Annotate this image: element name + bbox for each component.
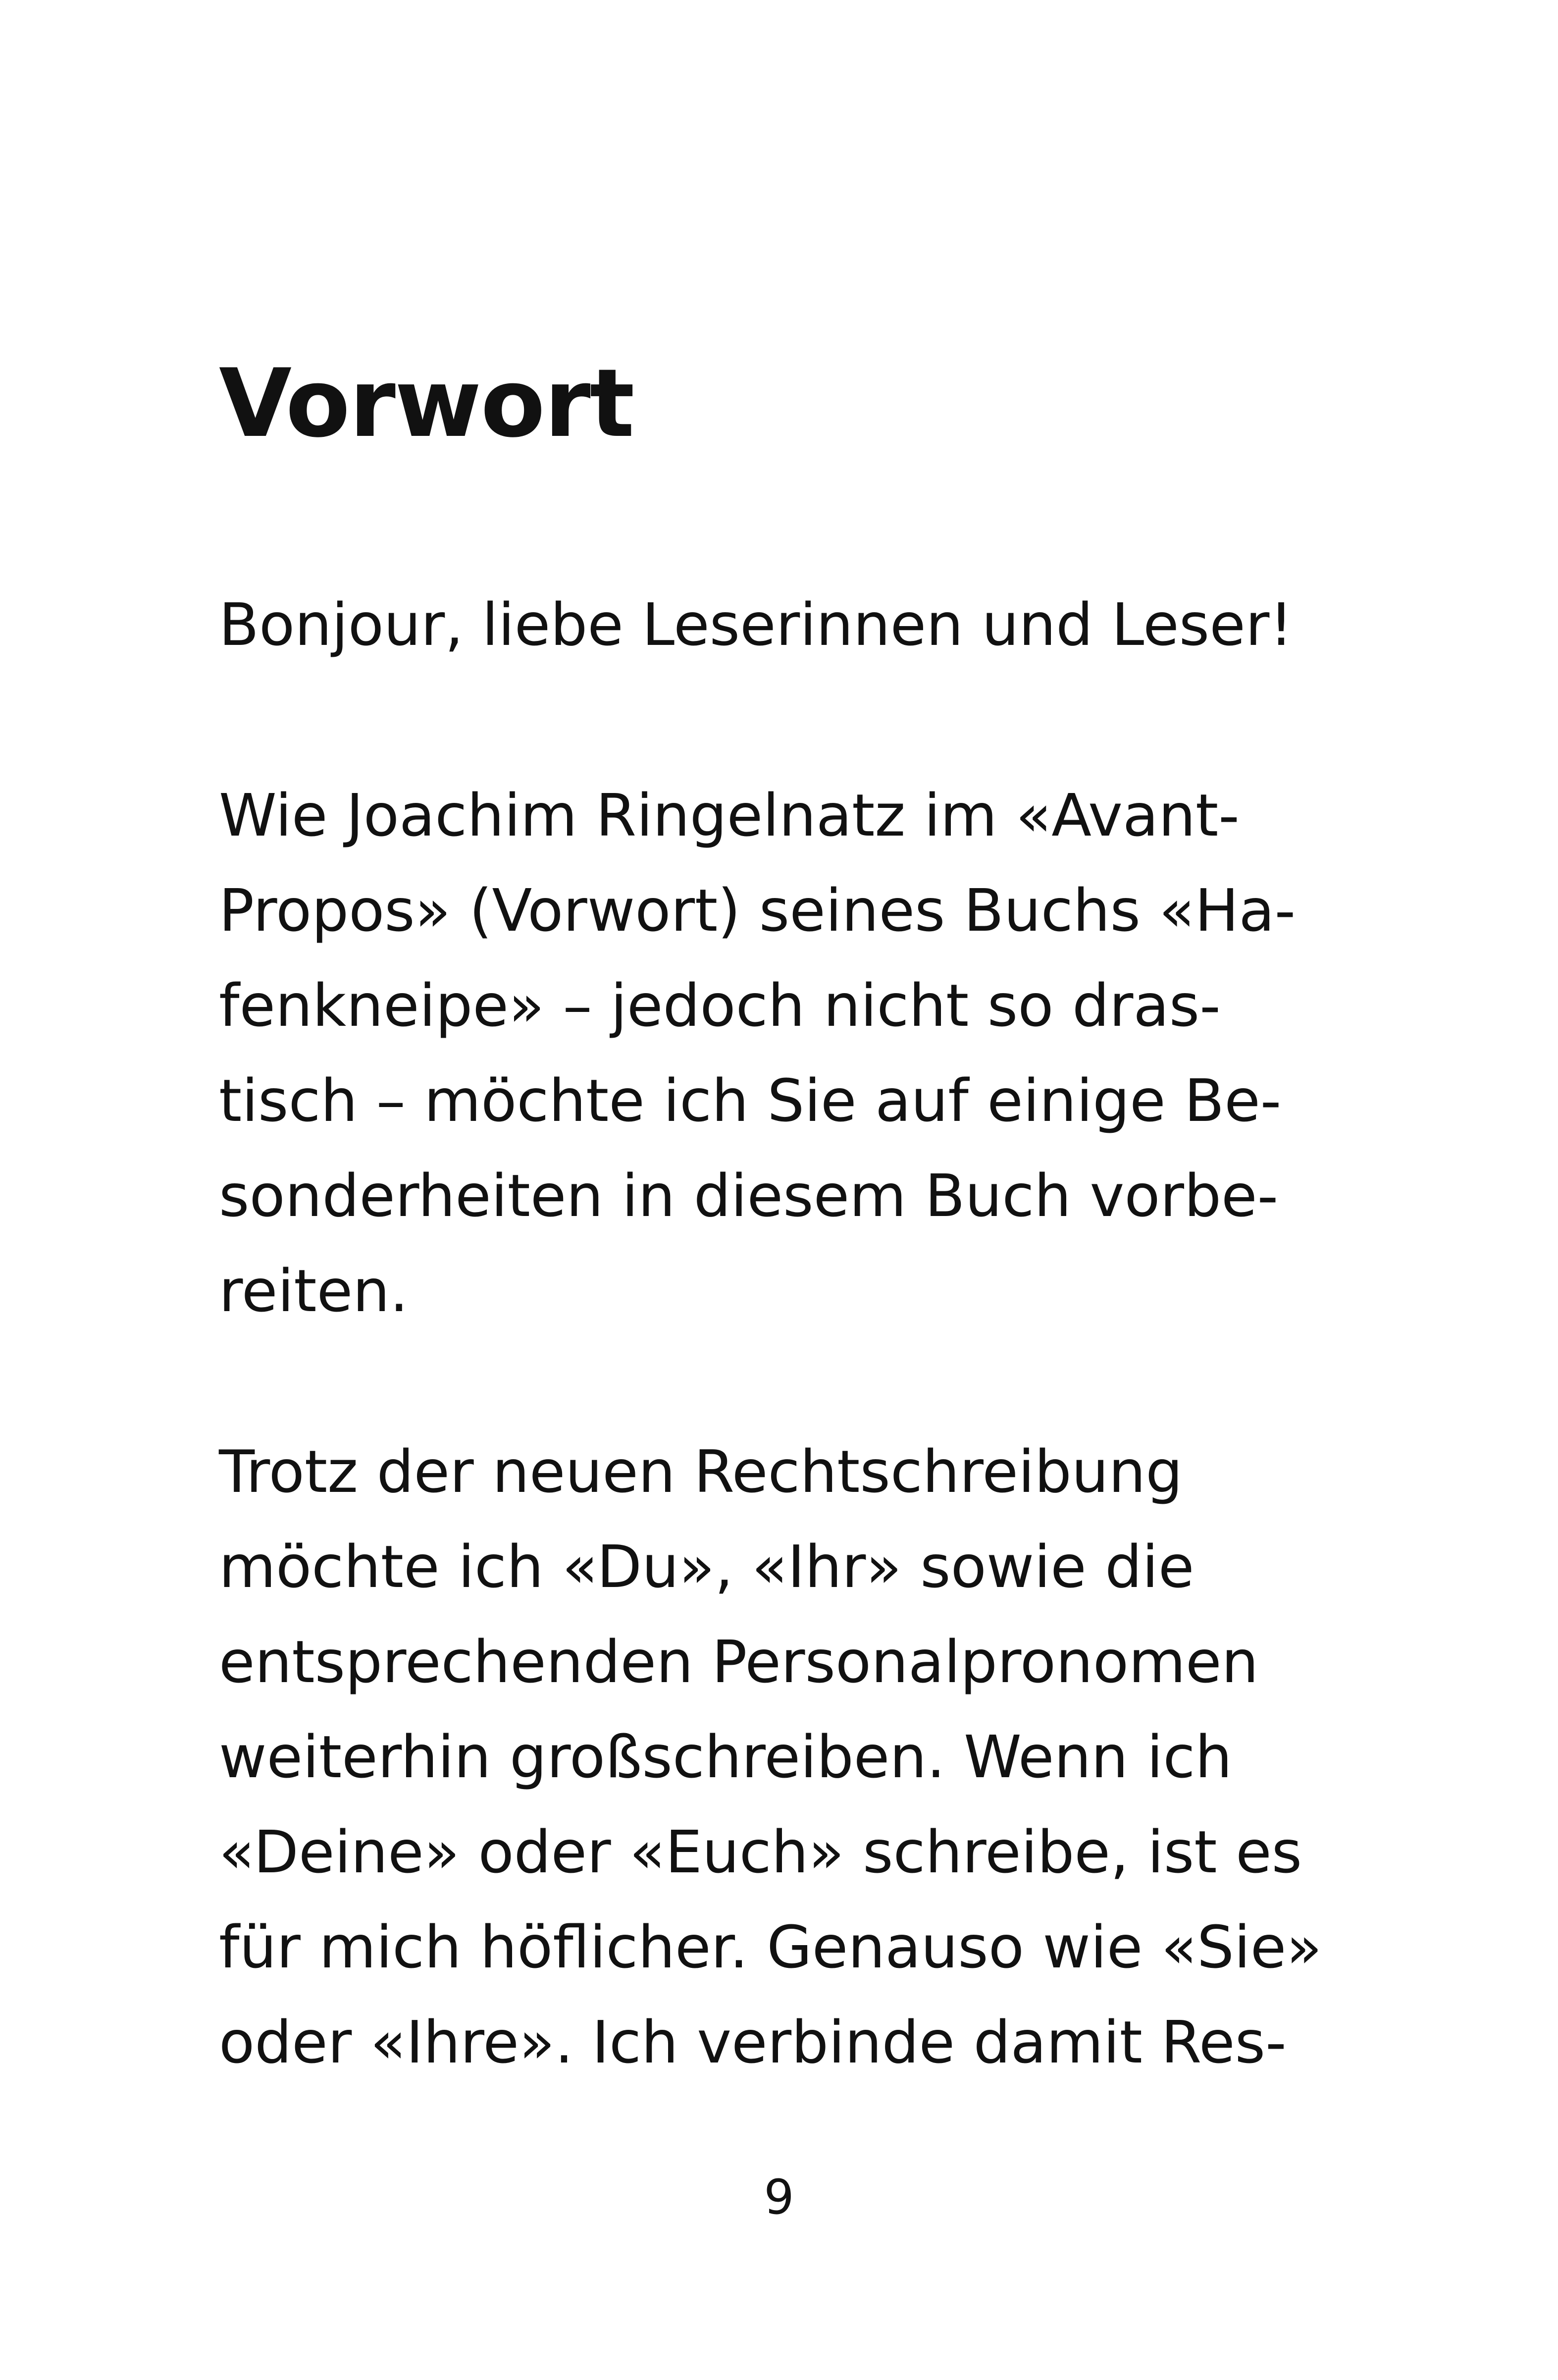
greeting-paragraph: Bonjour, liebe Leserinnen und Leser!: [219, 590, 1293, 659]
intro-paragraph: Wie Joachim Ringelnatz im «Avant- Propos» (Vorwort) seines Buchs «Ha- fenkneipe» – jedoch nicht so dras- tisch – möchte ich Sie auf einige Be- sonderheiten in diesem Buch vorbe- reiten.: [219, 781, 1296, 1325]
chapter-title: Vorwort: [219, 349, 634, 458]
page-number: 9: [764, 2169, 794, 2225]
spelling-paragraph: Trotz der neuen Rechtschreibung möchte ich «Du», «Ihr» sowie die entsprechenden Personalpronomen weiterhin großschreiben. Wenn ich «Deine» oder «Euch» schreibe, ist es für mich höflicher. Genauso wie «Sie» oder «Ihre». Ich verbinde damit Res-: [219, 1437, 1322, 2076]
